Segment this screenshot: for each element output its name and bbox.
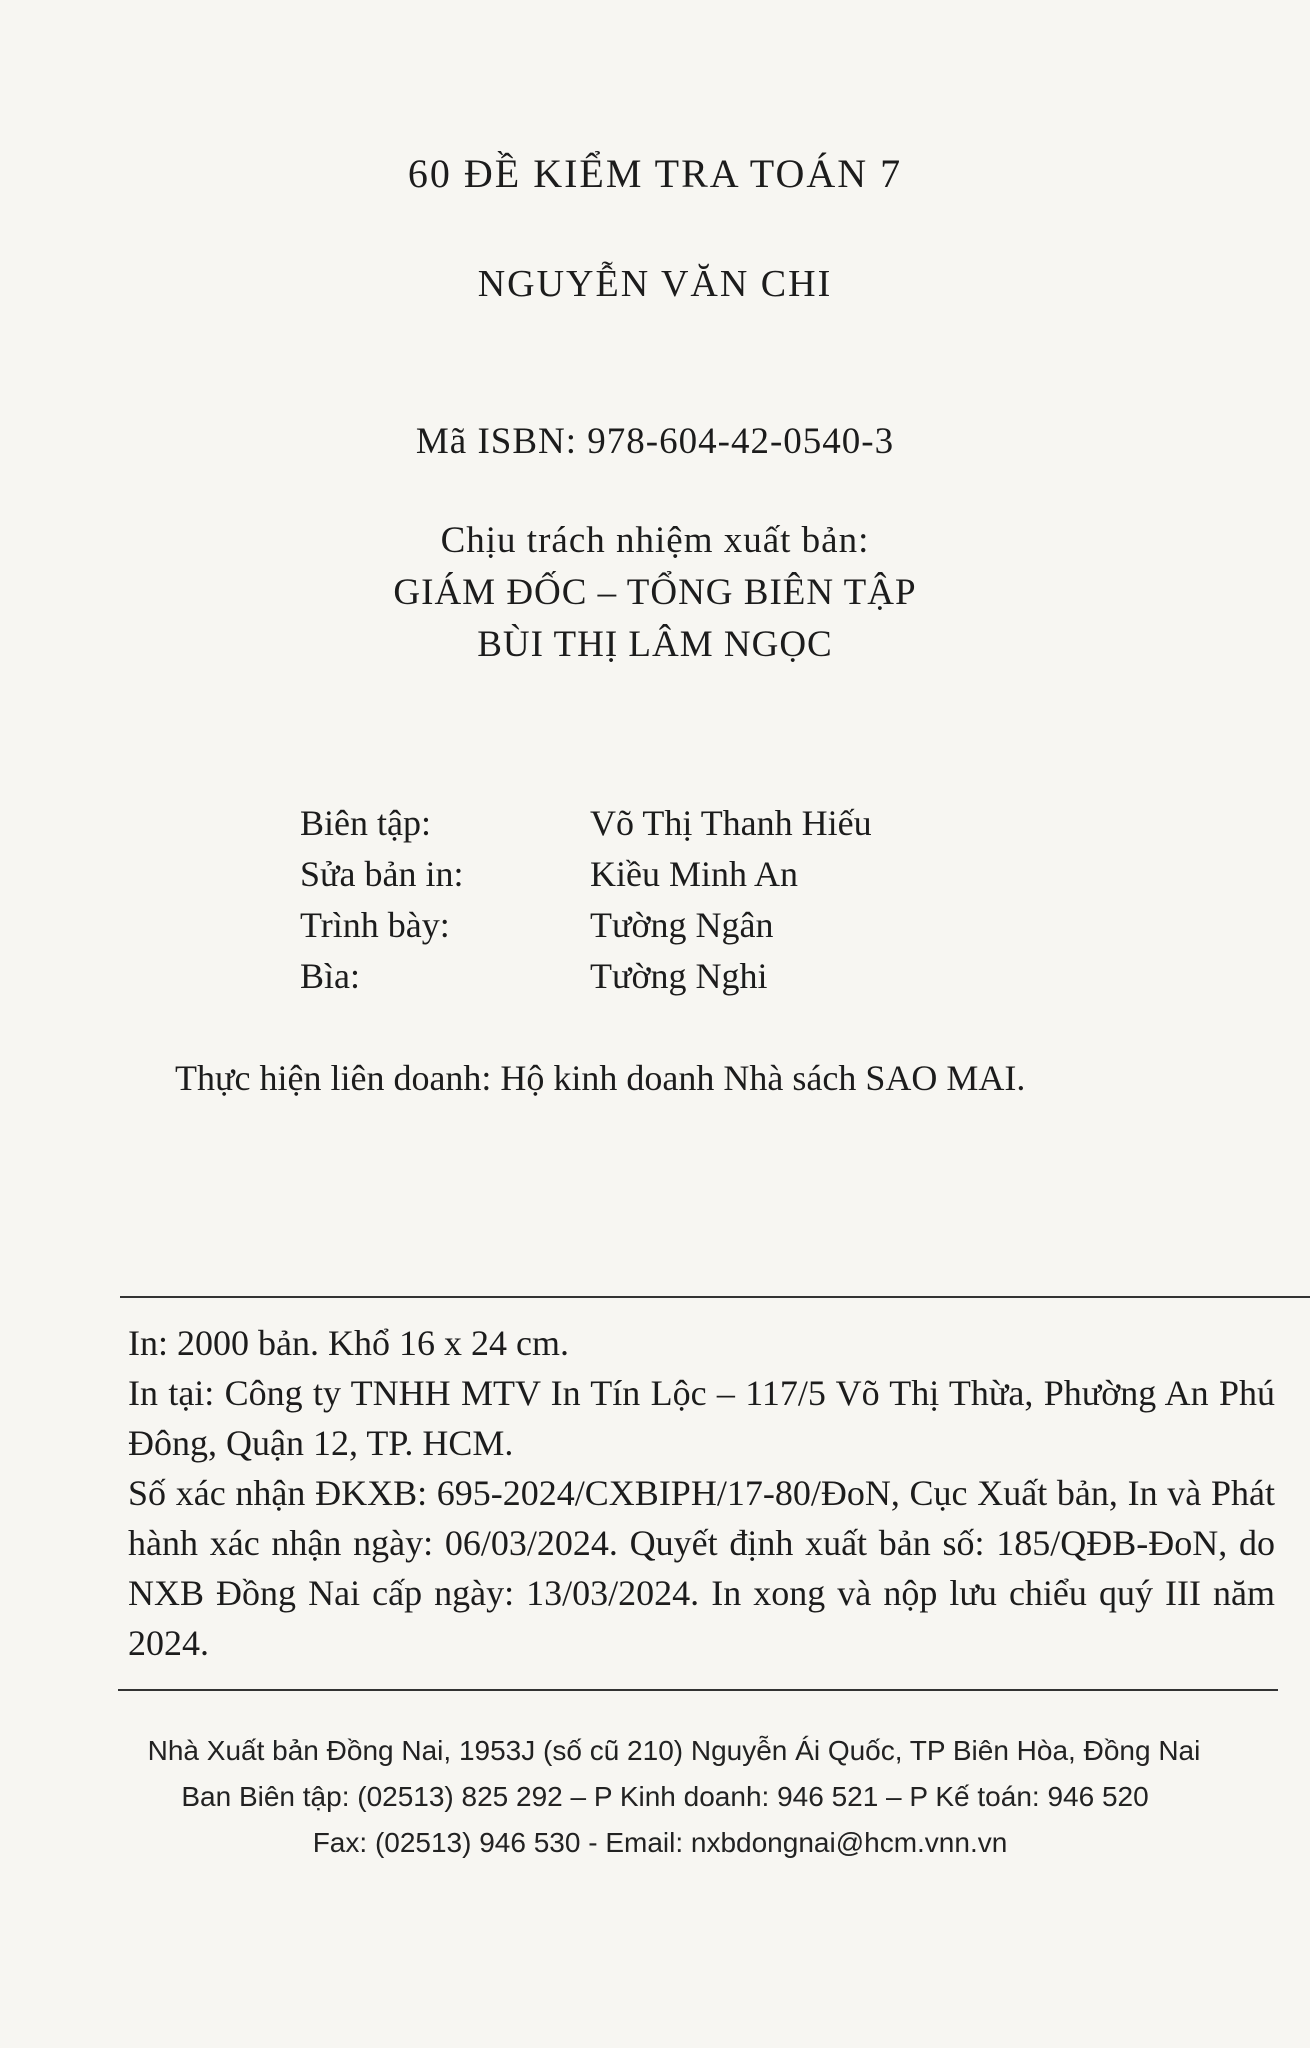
responsibility-label: Chịu trách nhiệm xuất bản:	[440, 520, 870, 561]
divider-bottom	[118, 1689, 1278, 1691]
responsibility-position: GIÁM ĐỐC – TỔNG BIÊN TẬP	[393, 572, 917, 613]
publisher-phones: Ban Biên tập: (02513) 825 292 – P Kinh doanh: 946 521 – P Kế toán: 946 520	[181, 1781, 1149, 1812]
publisher-contact: Fax: (02513) 946 530 - Email: nxbdongnai@hcm.vnn.vn	[312, 1827, 1008, 1858]
credit-value: Tường Ngân	[590, 905, 774, 945]
credit-row-proofreader	[300, 849, 872, 900]
print-registration: Số xác nhận ĐKXB: 695-2024/CXBIPH/17-80/ĐoN, Cục Xuất bản, In và Phát hành xác nhận ngày: 06/03/2024. Quyết định xuất bản số: 185/QĐB-ĐoN, do NXB Đồng Nai cấp ngày: 13/03/2024. In xong và nộp lưu chiểu quý III năm 2024.	[128, 1473, 1275, 1663]
publisher-address: Nhà Xuất bản Đồng Nai, 1953J (số cũ 210) Nguyễn Ái Quốc, TP Biên Hòa, Đồng Nai	[147, 1735, 1201, 1766]
credit-row-cover	[300, 951, 872, 1002]
credit-value: Kiều Minh An	[590, 854, 799, 894]
joint-venture: Thực hiện liên doanh: Hộ kinh doanh Nhà sách SAO MAI.	[175, 1058, 1026, 1098]
responsibility-name: BÙI THỊ LÂM NGỌC	[477, 624, 833, 665]
credit-label: Bìa:	[300, 956, 360, 996]
credit-value: Tường Nghi	[590, 956, 768, 996]
credit-label: Sửa bản in:	[300, 854, 464, 894]
credits-list	[300, 798, 872, 1002]
publishing-responsibility	[0, 515, 1310, 671]
print-copies: In: 2000 bản. Khổ 16 x 24 cm.	[128, 1323, 569, 1363]
book-title: 60 ĐỀ KIỂM TRA TOÁN 7	[407, 151, 903, 196]
divider-top	[120, 1296, 1310, 1298]
credit-label: Trình bày:	[300, 905, 450, 945]
credit-value: Võ Thị Thanh Hiếu	[590, 803, 872, 843]
credit-row-layout	[300, 900, 872, 951]
credit-row-editor	[300, 798, 872, 849]
print-location: In tại: Công ty TNHH MTV In Tín Lộc – 117/5 Võ Thị Thừa, Phường An Phú Đông, Quận 12, TP. HCM.	[128, 1373, 1275, 1463]
publisher-info	[0, 1728, 1310, 1866]
credit-label: Biên tập:	[300, 803, 431, 843]
author-name: NGUYỄN VĂN CHI	[477, 263, 833, 305]
isbn: Mã ISBN: 978-604-42-0540-3	[415, 421, 895, 462]
print-info	[128, 1318, 1275, 1668]
